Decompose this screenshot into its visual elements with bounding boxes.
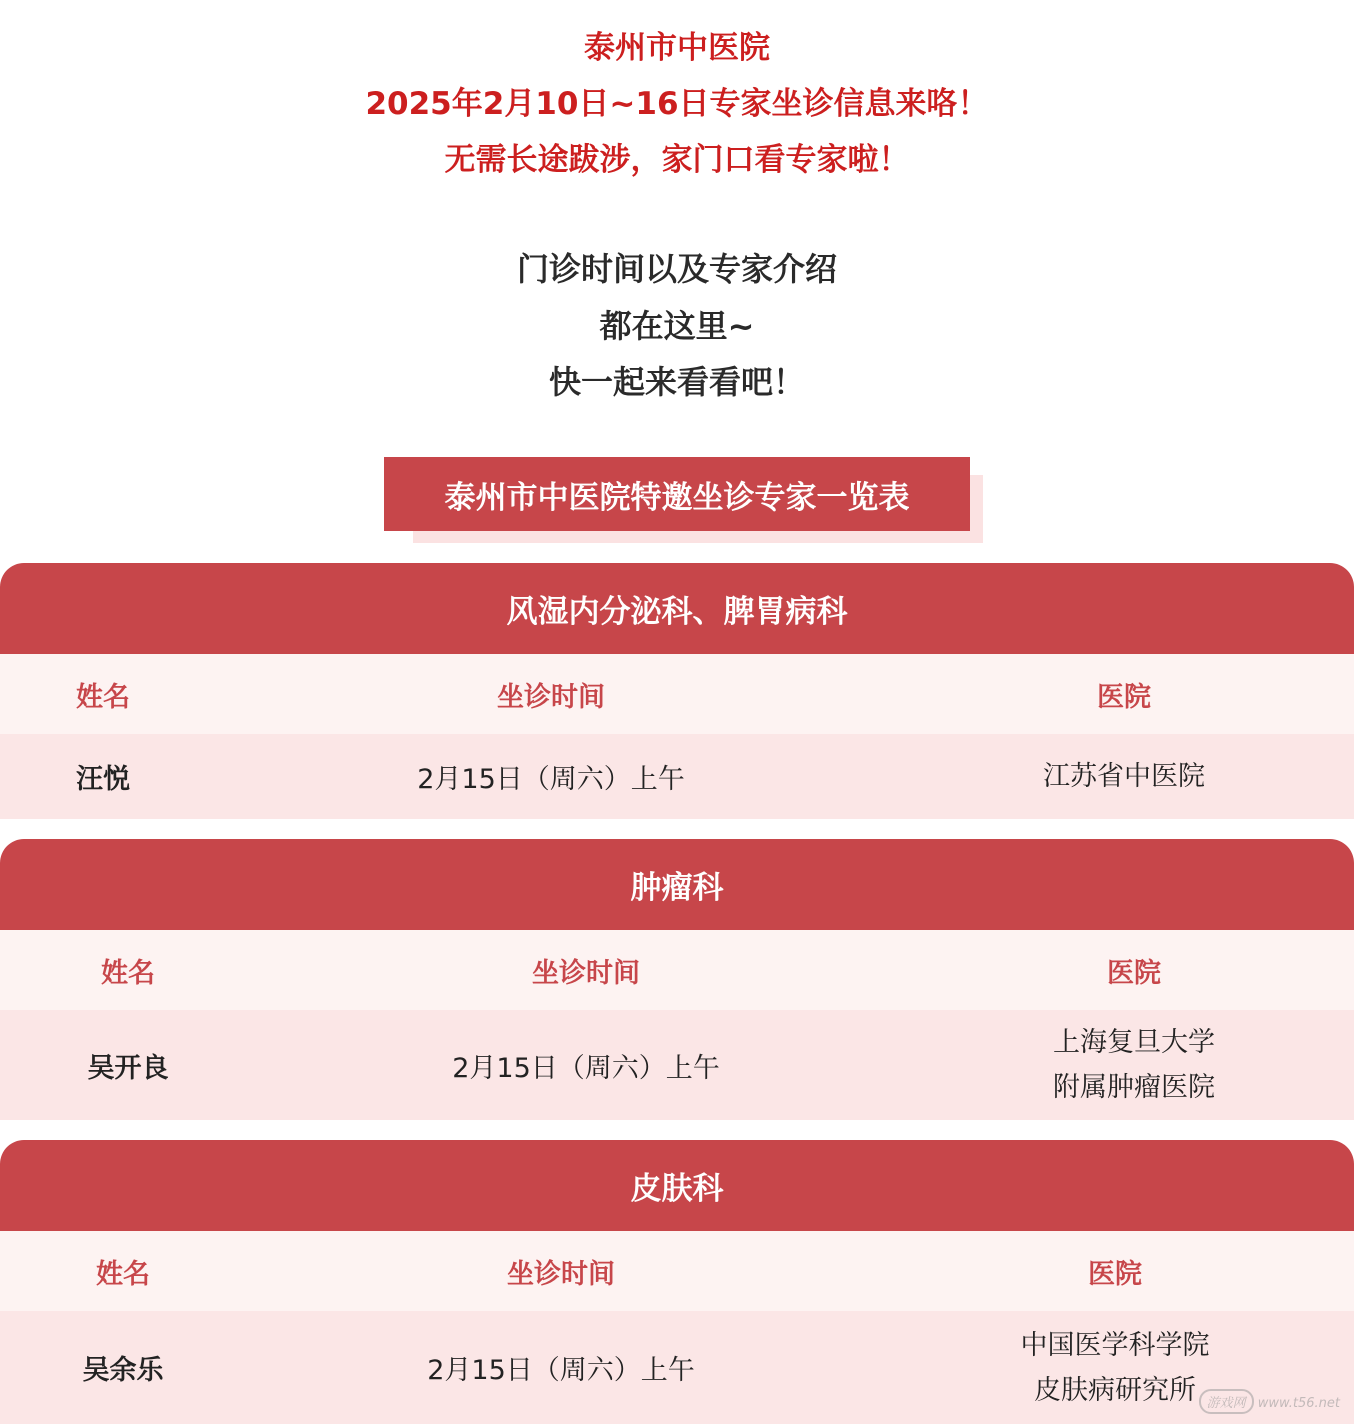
intro-line-3: 快一起来看看吧！ <box>548 363 805 401</box>
clinic-time: 2月15日（周六）上午 <box>417 764 685 795</box>
department-title: 肿瘤科 <box>0 839 1354 930</box>
department-section-1 <box>0 563 1354 819</box>
clinic-time: 2月15日（周六）上午 <box>452 1052 720 1084</box>
column-header-row <box>0 930 1354 1010</box>
watermark <box>1199 1389 1340 1414</box>
department-section-2 <box>0 839 1354 1120</box>
header-hospital: 医院 <box>1107 957 1161 989</box>
hospital-line: 皮肤病研究所 <box>1034 1374 1196 1406</box>
header-name: 姓名 <box>76 681 130 713</box>
expert-name: 汪悦 <box>76 764 130 795</box>
date-headline: 2025年2月10日~16日专家坐诊信息来咯！ <box>365 86 989 122</box>
header-name: 姓名 <box>101 957 155 989</box>
column-header-row <box>0 1231 1354 1311</box>
intro-line-1: 门诊时间以及专家介绍 <box>516 250 837 288</box>
header-name: 姓名 <box>96 1258 150 1290</box>
slogan-line: 无需长途跋涉，家门口看专家啦！ <box>444 142 910 178</box>
badge-title: 泰州市中医院特邀坐诊专家一览表 <box>384 457 970 531</box>
table-row <box>0 1010 1354 1120</box>
header-time: 坐诊时间 <box>507 1258 615 1290</box>
department-section-3 <box>0 1140 1354 1424</box>
department-title: 皮肤科 <box>0 1140 1354 1231</box>
header-time: 坐诊时间 <box>497 681 605 713</box>
intro-line-2: 都在这里~ <box>599 307 755 345</box>
header-hospital: 医院 <box>1088 1258 1142 1290</box>
hospital-line: 中国医学科学院 <box>1020 1329 1210 1361</box>
expert-list-badge <box>384 457 984 545</box>
table-row <box>0 734 1354 819</box>
hospital-name <box>1053 1010 1215 1120</box>
hospital-line: 江苏省中医院 <box>1043 761 1205 792</box>
watermark-logo: 游戏网 <box>1199 1389 1254 1414</box>
header-hospital: 医院 <box>1097 681 1151 713</box>
expert-name: 吴余乐 <box>82 1355 164 1386</box>
column-header-row <box>0 654 1354 734</box>
hospital-title: 泰州市中医院 <box>584 30 770 66</box>
hospital-name <box>1021 1311 1210 1424</box>
watermark-text: www.t56.net <box>1257 1396 1340 1411</box>
hospital-line: 上海复旦大学 <box>1053 1027 1215 1058</box>
hospital-name <box>1043 734 1205 819</box>
expert-name: 吴开良 <box>87 1052 169 1084</box>
clinic-time: 2月15日（周六）上午 <box>427 1355 695 1386</box>
department-title: 风湿内分泌科、脾胃病科 <box>0 563 1354 654</box>
header-time: 坐诊时间 <box>532 957 640 989</box>
hospital-line: 附属肿瘤医院 <box>1053 1072 1215 1103</box>
table-row <box>0 1311 1354 1424</box>
